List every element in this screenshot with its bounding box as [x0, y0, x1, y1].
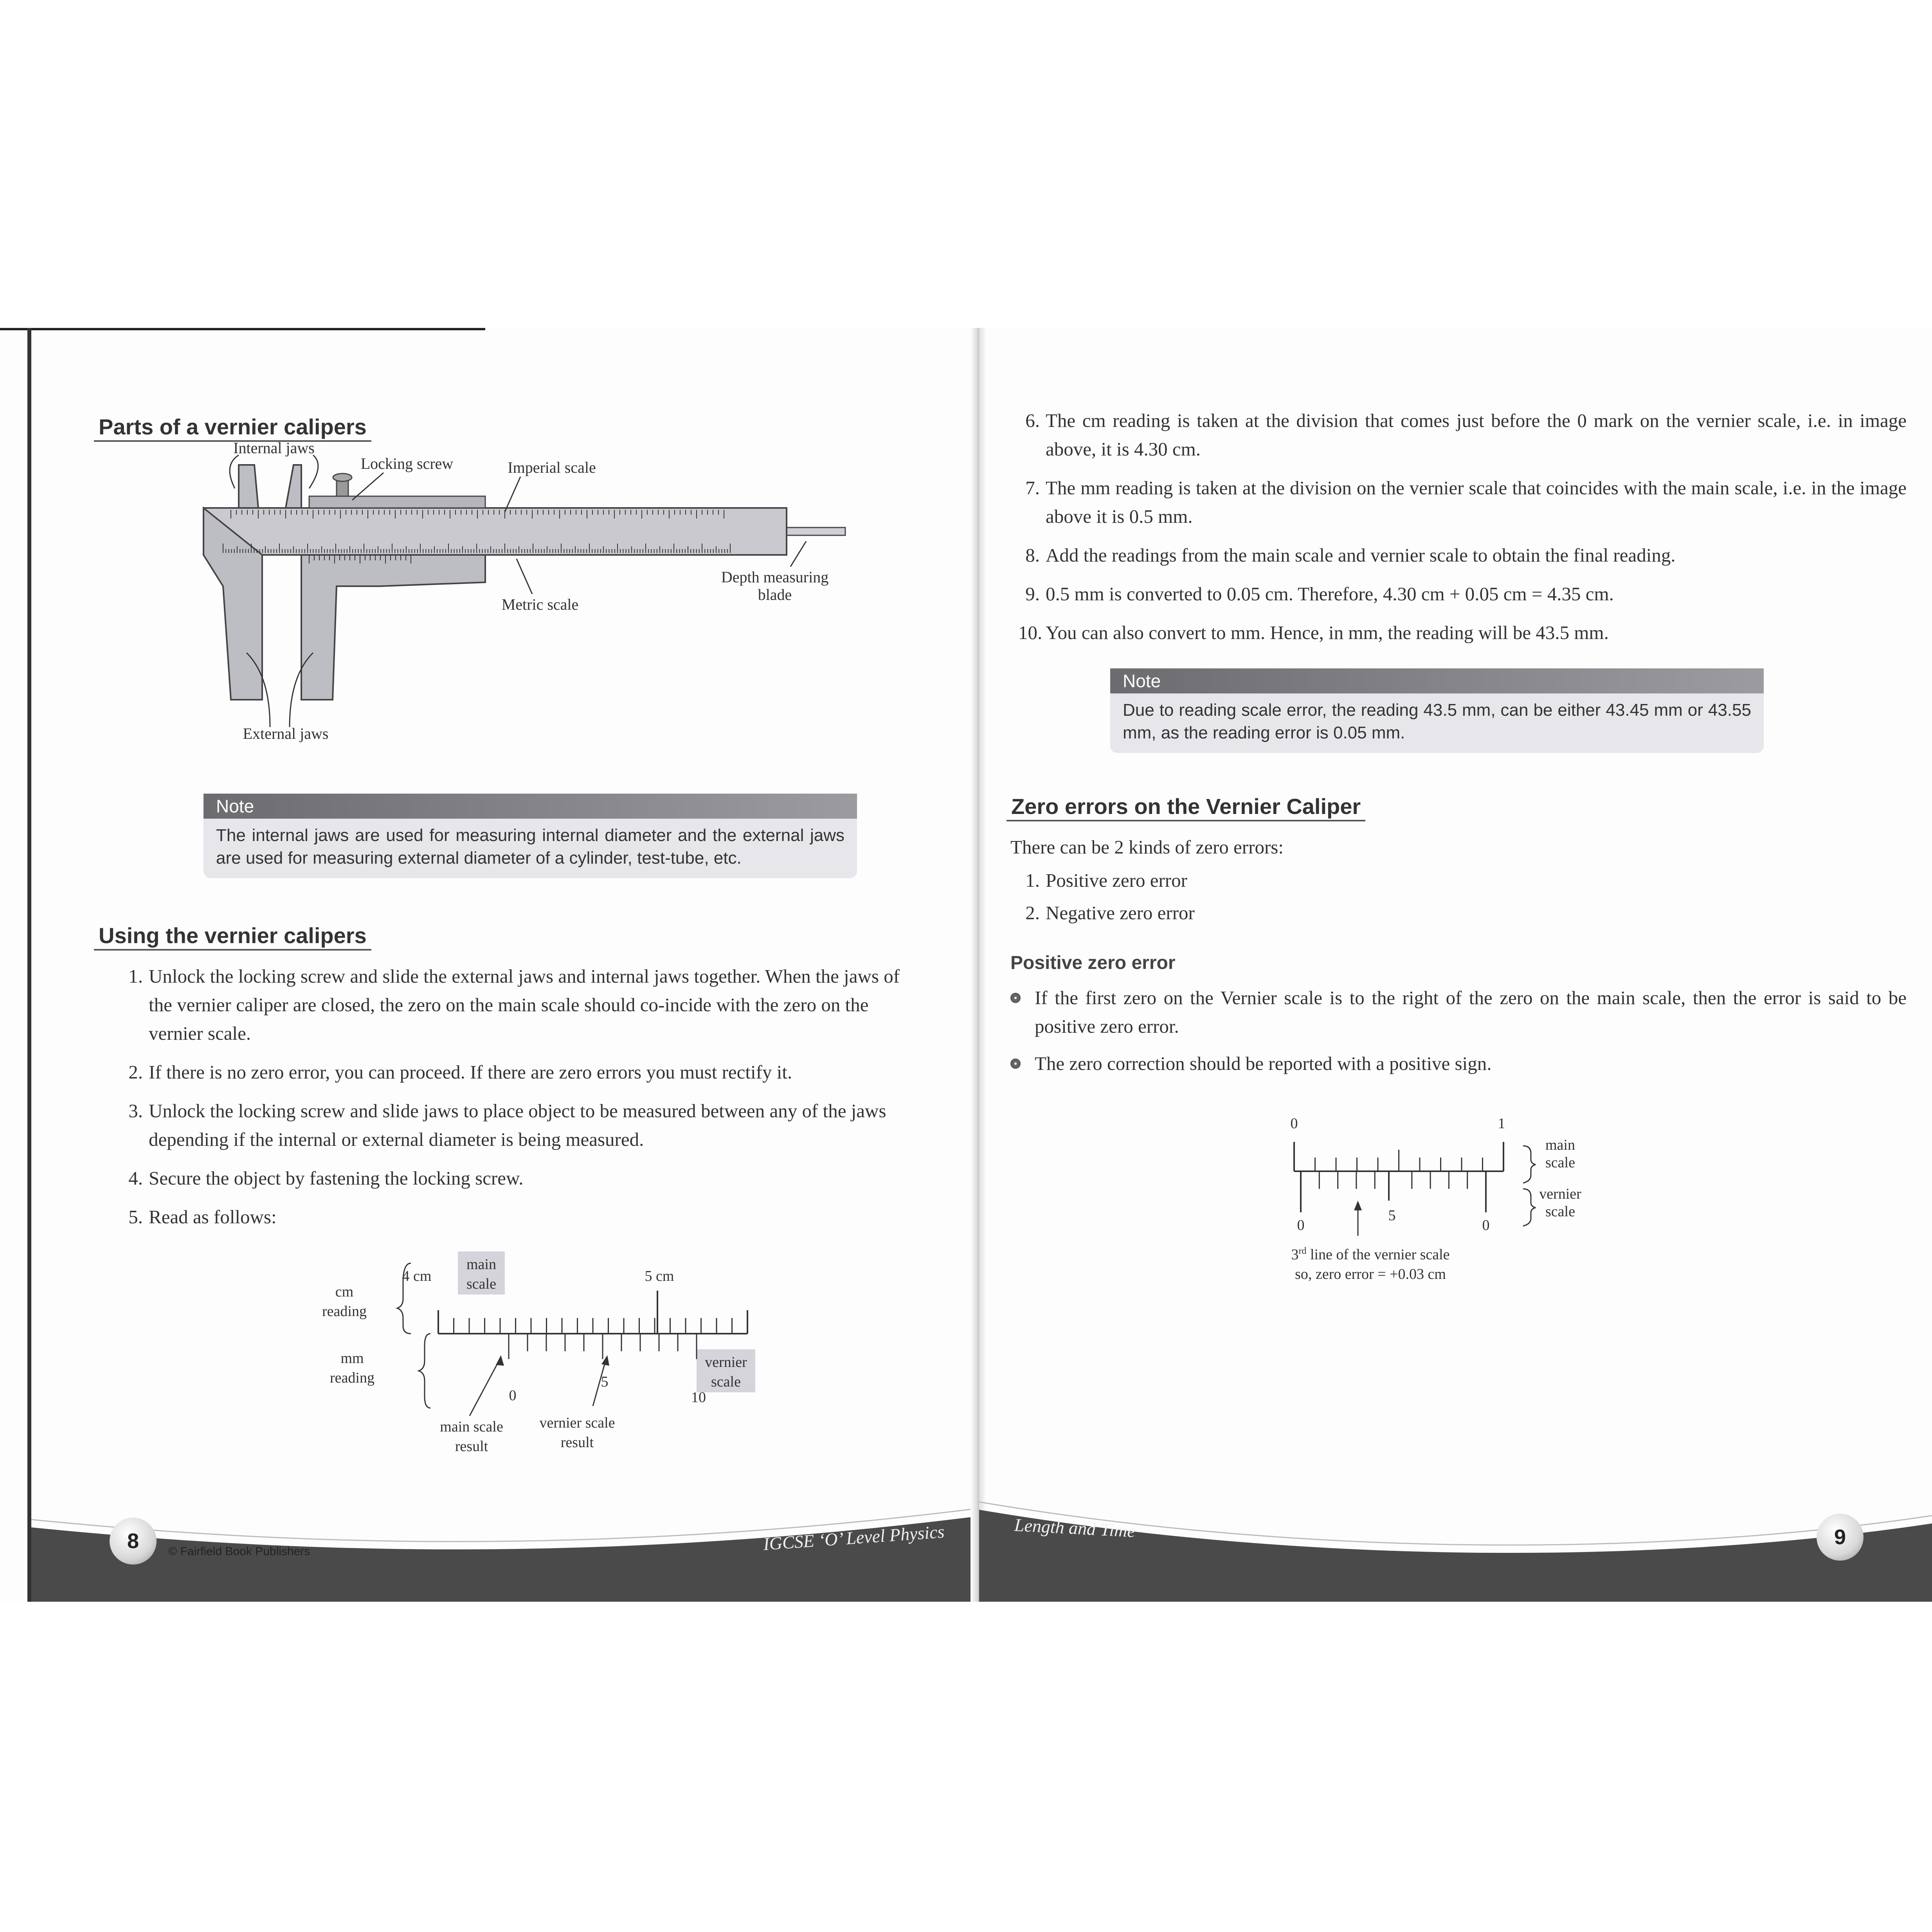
- step-item: [121, 1058, 924, 1086]
- step-number: 5.: [128, 1206, 143, 1228]
- label-depth-blade-2: blade: [758, 586, 792, 603]
- section-title-using: Using the vernier calipers: [94, 923, 371, 951]
- label-zd-main-scale: scale: [1545, 1154, 1575, 1171]
- zero-error-caption-1: 3rd line of the vernier scale: [1291, 1246, 1450, 1263]
- label-vernier-result-2: result: [560, 1434, 594, 1451]
- label-zd-main: main: [1545, 1137, 1575, 1153]
- zero-vernier-scale-ticks: [1319, 1171, 1467, 1189]
- step-text: 0.5 mm is converted to 0.05 cm. Therefore, 4.30 cm + 0.05 cm = 4.35 cm.: [1046, 583, 1614, 605]
- reading-vernier-scale-ticks: [509, 1334, 697, 1359]
- positive-error-bullets: [1010, 983, 1907, 1086]
- label-depth-blade-1: Depth measuring: [721, 568, 829, 586]
- note-text: The internal jaws are used for measuring internal diameter and the external jaws are used for measuring external diameter of a cylinder, test-tube, etc.: [216, 826, 844, 868]
- label-cm: cm: [335, 1284, 354, 1300]
- step-item: [1018, 580, 1907, 608]
- step-text: Unlock the locking screw and slide the external jaws and internal jaws together. When the jaws of the vernier caliper are closed, the zero on the main scale should co-incide with the zero on the vernier scale.: [149, 965, 900, 1044]
- right-page: [979, 328, 1932, 1602]
- kind-item: [1018, 866, 1879, 895]
- zero-error-intro: There can be 2 kinds of zero errors:: [1010, 836, 1284, 858]
- steps-list-right: [1018, 406, 1907, 657]
- label-main-scale: scale: [466, 1276, 496, 1292]
- step-text: Secure the object by fastening the locking screw.: [149, 1167, 524, 1189]
- step-item: [1018, 541, 1907, 569]
- step-text: You can also convert to mm. Hence, in mm, the reading will be 43.5 mm.: [1046, 622, 1609, 643]
- kind-number: 2.: [1025, 902, 1040, 924]
- label-vernier: vernier: [705, 1354, 747, 1370]
- depth-blade: [783, 528, 845, 535]
- vernier-caliper-diagram: [196, 439, 900, 754]
- reading-main-scale-ticks: [454, 1318, 732, 1334]
- label-vernier-result-1: vernier scale: [539, 1415, 615, 1431]
- label-5cm: 5 cm: [645, 1268, 674, 1284]
- slider-lower: [301, 555, 485, 700]
- step-number: 8.: [1025, 544, 1040, 566]
- zero-error-kinds: [1018, 866, 1879, 931]
- label-mm-reading: reading: [330, 1370, 375, 1386]
- label-v-5: 5: [1388, 1207, 1396, 1224]
- section-title-parts: Parts of a vernier calipers: [94, 414, 371, 442]
- bullet-text: If the first zero on the Vernier scale is to the right of the zero on the main scale, then the error is said to be positive zero error.: [1035, 987, 1907, 1037]
- label-v-10: 0: [1482, 1217, 1490, 1233]
- label-v0: 0: [509, 1387, 517, 1404]
- step-text: The cm reading is taken at the division that comes just before the 0 mark on the vernier scale, i.e. in image above, it is 4.30 cm.: [1046, 410, 1907, 460]
- fixed-internal-jaw: [239, 465, 258, 508]
- note-box-jaws: [203, 794, 857, 878]
- label-mm: mm: [340, 1350, 364, 1367]
- step-number: 10.: [1018, 622, 1043, 643]
- steps-list-left: [121, 962, 924, 1241]
- note-text: Due to reading scale error, the reading 43.5 mm, can be either 43.45 mm or 43.55 mm, as the reading error is 0.05 mm.: [1123, 700, 1751, 742]
- kind-item: [1018, 898, 1879, 927]
- label-main-result-2: result: [455, 1438, 488, 1455]
- step-item: [121, 1097, 924, 1154]
- zero-error-caption-2: so, zero error = +0.03 cm: [1295, 1266, 1446, 1282]
- kind-number: 1.: [1025, 870, 1040, 891]
- label-zd-vernier-scale: scale: [1545, 1203, 1575, 1220]
- label-v5: 5: [601, 1374, 609, 1390]
- label-4cm: 4 cm: [402, 1268, 432, 1284]
- step-number: 3.: [128, 1100, 143, 1122]
- step-text: Add the readings from the main scale and vernier scale to obtain the final reading.: [1046, 544, 1676, 566]
- label-locking-screw: Locking screw: [360, 455, 454, 472]
- note-box-reading-error: [1110, 668, 1764, 753]
- positive-zero-error-diagram: [1273, 1111, 1625, 1298]
- label-v-0: 0: [1297, 1217, 1305, 1233]
- label-main: main: [466, 1256, 496, 1273]
- step-number: 9.: [1025, 583, 1040, 605]
- step-number: 7.: [1025, 477, 1040, 499]
- chapter-title: Length and Time: [1014, 1514, 1136, 1541]
- step-item: [1018, 406, 1907, 463]
- label-metric-scale: Metric scale: [501, 596, 579, 613]
- page-number-8: 8: [110, 1518, 157, 1565]
- step-item: [121, 1164, 924, 1192]
- vernier-reading-diagram: [313, 1251, 783, 1471]
- label-main-result-1: main scale: [440, 1419, 503, 1435]
- section-title-zero-errors: Zero errors on the Vernier Caliper: [1007, 794, 1365, 821]
- left-page: [27, 328, 983, 1602]
- step-text: If there is no zero error, you can proceed. If there are zero errors you must rectify it.: [149, 1061, 792, 1083]
- bullet-text: The zero correction should be reported with a positive sign.: [1035, 1053, 1492, 1074]
- step-number: 4.: [128, 1167, 143, 1189]
- label-zd-vernier: vernier: [1539, 1186, 1581, 1202]
- label-v10: 10: [691, 1389, 706, 1406]
- label-external-jaws: External jaws: [243, 725, 329, 742]
- label-main-0: 0: [1290, 1115, 1298, 1132]
- bullet-item: [1010, 1049, 1907, 1078]
- step-number: 6.: [1025, 410, 1040, 431]
- step-text: The mm reading is taken at the division on the vernier scale that coincides with the main scale, i.e. in the image above it is 0.5 mm.: [1046, 477, 1907, 527]
- step-number: 2.: [128, 1061, 143, 1083]
- bullet-icon: [1010, 993, 1021, 1003]
- bullet-item: [1010, 983, 1907, 1041]
- subsection-positive-zero-error: Positive zero error: [1010, 952, 1176, 973]
- step-item: [121, 1203, 924, 1231]
- moving-internal-jaw: [286, 465, 301, 508]
- kind-text: Positive zero error: [1046, 870, 1187, 891]
- zero-main-scale-ticks: [1315, 1150, 1483, 1171]
- vernier-slider: [309, 496, 485, 508]
- label-vernier-scale: scale: [711, 1374, 741, 1390]
- page-number-9: 9: [1817, 1514, 1864, 1561]
- step-number: 1.: [128, 965, 143, 987]
- step-item: [1018, 474, 1907, 531]
- publisher-credit: © Fairfield Book Publishers: [168, 1545, 310, 1558]
- step-text: Unlock the locking screw and slide jaws to place object to be measured between any of the jaws depending if the internal or external diameter is being measured.: [149, 1100, 886, 1150]
- note-heading: Note: [1110, 668, 1764, 693]
- kind-text: Negative zero error: [1046, 902, 1195, 924]
- note-heading: Note: [203, 794, 857, 819]
- label-imperial-scale: Imperial scale: [508, 459, 596, 476]
- step-item: [121, 962, 924, 1048]
- bullet-icon: [1010, 1059, 1021, 1069]
- book-title: IGCSE ‘O’ Level Physics: [762, 1521, 945, 1554]
- step-text: Read as follows:: [149, 1206, 277, 1228]
- label-main-1: 1: [1498, 1115, 1505, 1132]
- label-cm-reading: reading: [322, 1303, 367, 1320]
- label-internal-jaws: Internal jaws: [233, 439, 315, 457]
- main-beam: [203, 508, 787, 555]
- step-item: [1018, 618, 1907, 647]
